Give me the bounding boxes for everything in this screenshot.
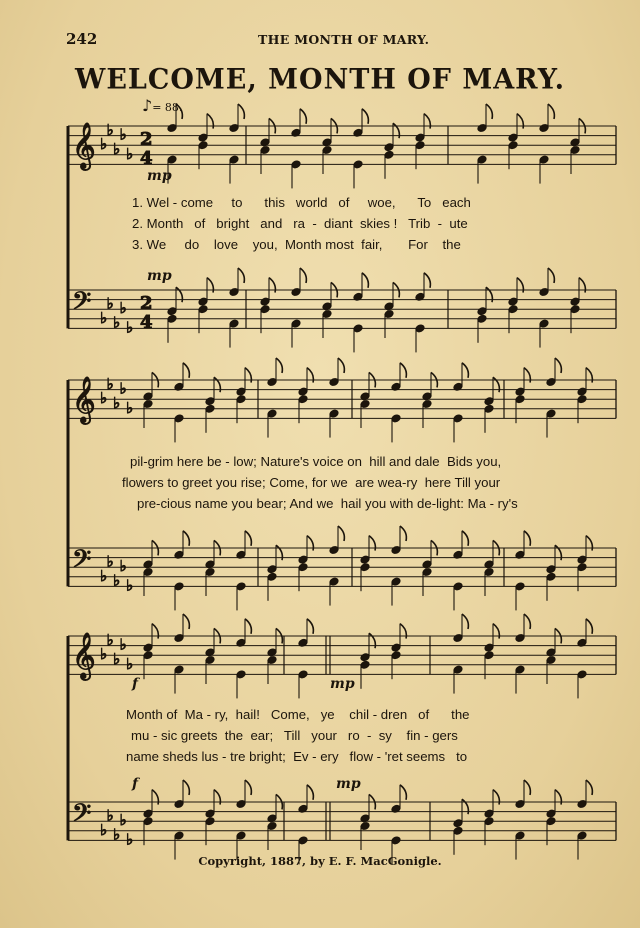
page-number: 242 [66,30,98,48]
lyrics-verse2-line3: mu - sic greets the ear; Till your ro - sy fin - gers [131,728,458,743]
flat-icon: ♭ [126,144,134,163]
flat-icon: ♭ [119,811,127,830]
treble-clef-icon: 𝄞 [72,633,96,679]
note-flag [462,614,468,629]
flat-icon: ♭ [106,806,114,825]
dynamic-mp-bass-1: mp [147,268,172,284]
flat-icon: ♭ [119,379,127,398]
flat-icon: ♭ [106,630,114,649]
note-flag [245,780,251,795]
flat-icon: ♭ [106,552,114,571]
time-signature-top: 2 [140,293,153,314]
lyrics-verse3-line2: pre-cious name you bear; And we hail you with de-light: Ma - ry's [137,496,518,511]
lyrics-verse1-line1: 1. Wel - come to this world of woe, To each [132,195,471,210]
flat-icon: ♭ [100,566,108,585]
bass-clef-icon: 𝄢 [72,287,92,322]
flat-icon: ♭ [113,313,121,332]
note-flag [462,531,468,546]
flat-icon: ♭ [119,299,127,318]
flat-icon: ♭ [126,398,134,417]
flat-icon: ♭ [113,825,121,844]
note-flag [183,780,189,795]
note-flag [238,104,244,119]
flat-icon: ♭ [113,650,121,668]
dynamic-f-bass-3: f [132,776,139,792]
note-flag [424,273,430,288]
note-flag [338,526,344,541]
lyrics-verse1-line2: pil-grim here be - low; Nature's voice on hill and dale Bids you, [130,454,502,469]
note-flag [555,358,561,373]
time-signature-top: 2 [140,129,153,150]
note-flag [586,780,592,795]
note-flag [176,104,182,119]
staff-bass-1 [68,287,616,336]
lyrics-verse3-line1: 3. We do love you, Month most fair, For the [132,237,461,252]
note-flag [400,363,406,378]
lyrics-verse1-line3: Month of Ma - ry, hail! Come, ye chil - dren of the [126,707,470,722]
note-flag [400,785,406,800]
note-flag [183,363,189,378]
note-flag [586,619,592,634]
lyrics-verse3-line3: name sheds lus - tre bright; Ev - ery flow - 'ret seems to [126,749,468,764]
eighth-note-icon: ♪ [142,96,153,115]
note-flag [276,358,282,373]
note-flag [400,526,406,541]
note-flag [300,268,306,283]
flat-icon: ♭ [119,125,127,144]
flat-icon: ♭ [106,120,114,139]
note-flag [548,268,554,283]
flat-icon: ♭ [126,318,134,337]
tempo-value: = 88. [152,101,183,114]
note-flag [524,531,530,546]
note-flag [238,268,244,283]
time-signature-bottom: 4 [140,148,153,169]
note-flag [548,104,554,119]
note-flag [524,614,530,629]
treble-clef-icon: 𝄞 [72,123,96,169]
staff-treble-1 [68,121,616,171]
lyrics-verse2-line1: 2. Month of bright and ra - diant skies ! Trib - ute [132,216,468,231]
flat-icon: ♭ [126,830,134,849]
flat-icon: ♭ [113,571,121,590]
note-flag [307,785,313,800]
running-head: THE MONTH OF MARY. [258,32,430,47]
note-flag [300,109,306,124]
flat-icon: ♭ [100,389,108,408]
flat-icon: ♭ [100,820,108,839]
flat-icon: ♭ [100,308,108,327]
note-flag [338,358,344,373]
lyrics-verse2-line2: flowers to greet you rise; Come, for we are wea-ry here Till your [122,475,501,490]
copyright-notice: Copyright, 1887, by E. F. MacGonigle. [198,854,442,868]
bass-clef-icon: 𝄢 [72,545,92,580]
treble-clef-icon: 𝄞 [72,377,96,423]
note-flag [307,619,313,634]
note-flag [362,273,368,288]
flat-icon: ♭ [100,135,108,154]
dynamic-mp-treble-1: mp [147,168,172,184]
staff-treble-2 [68,375,616,425]
note-flag [462,363,468,378]
dynamic-mp-treble-3: mp [330,676,355,692]
flat-icon: ♭ [113,394,121,412]
note-flag [245,619,251,634]
bass-clef-icon: 𝄢 [72,799,92,834]
flat-icon: ♭ [126,654,134,673]
note-flag [183,614,189,629]
flat-icon: ♭ [106,294,114,313]
flat-icon: ♭ [106,374,114,393]
flat-icon: ♭ [119,635,127,654]
flat-icon: ♭ [119,557,127,576]
flat-icon: ♭ [126,576,134,595]
note-flag [183,531,189,546]
flat-icon: ♭ [113,140,121,158]
flat-icon: ♭ [100,645,108,664]
note-flag [362,109,368,124]
note-flag [524,780,530,795]
time-signature-bottom: 4 [140,312,153,333]
note-flag [486,104,492,119]
dynamic-mp-bass-3: mp [336,776,361,792]
hymn-title: WELCOME, MONTH OF MARY. [75,63,565,96]
note-flag [245,531,251,546]
dynamic-f-treble-3: f [132,676,139,692]
